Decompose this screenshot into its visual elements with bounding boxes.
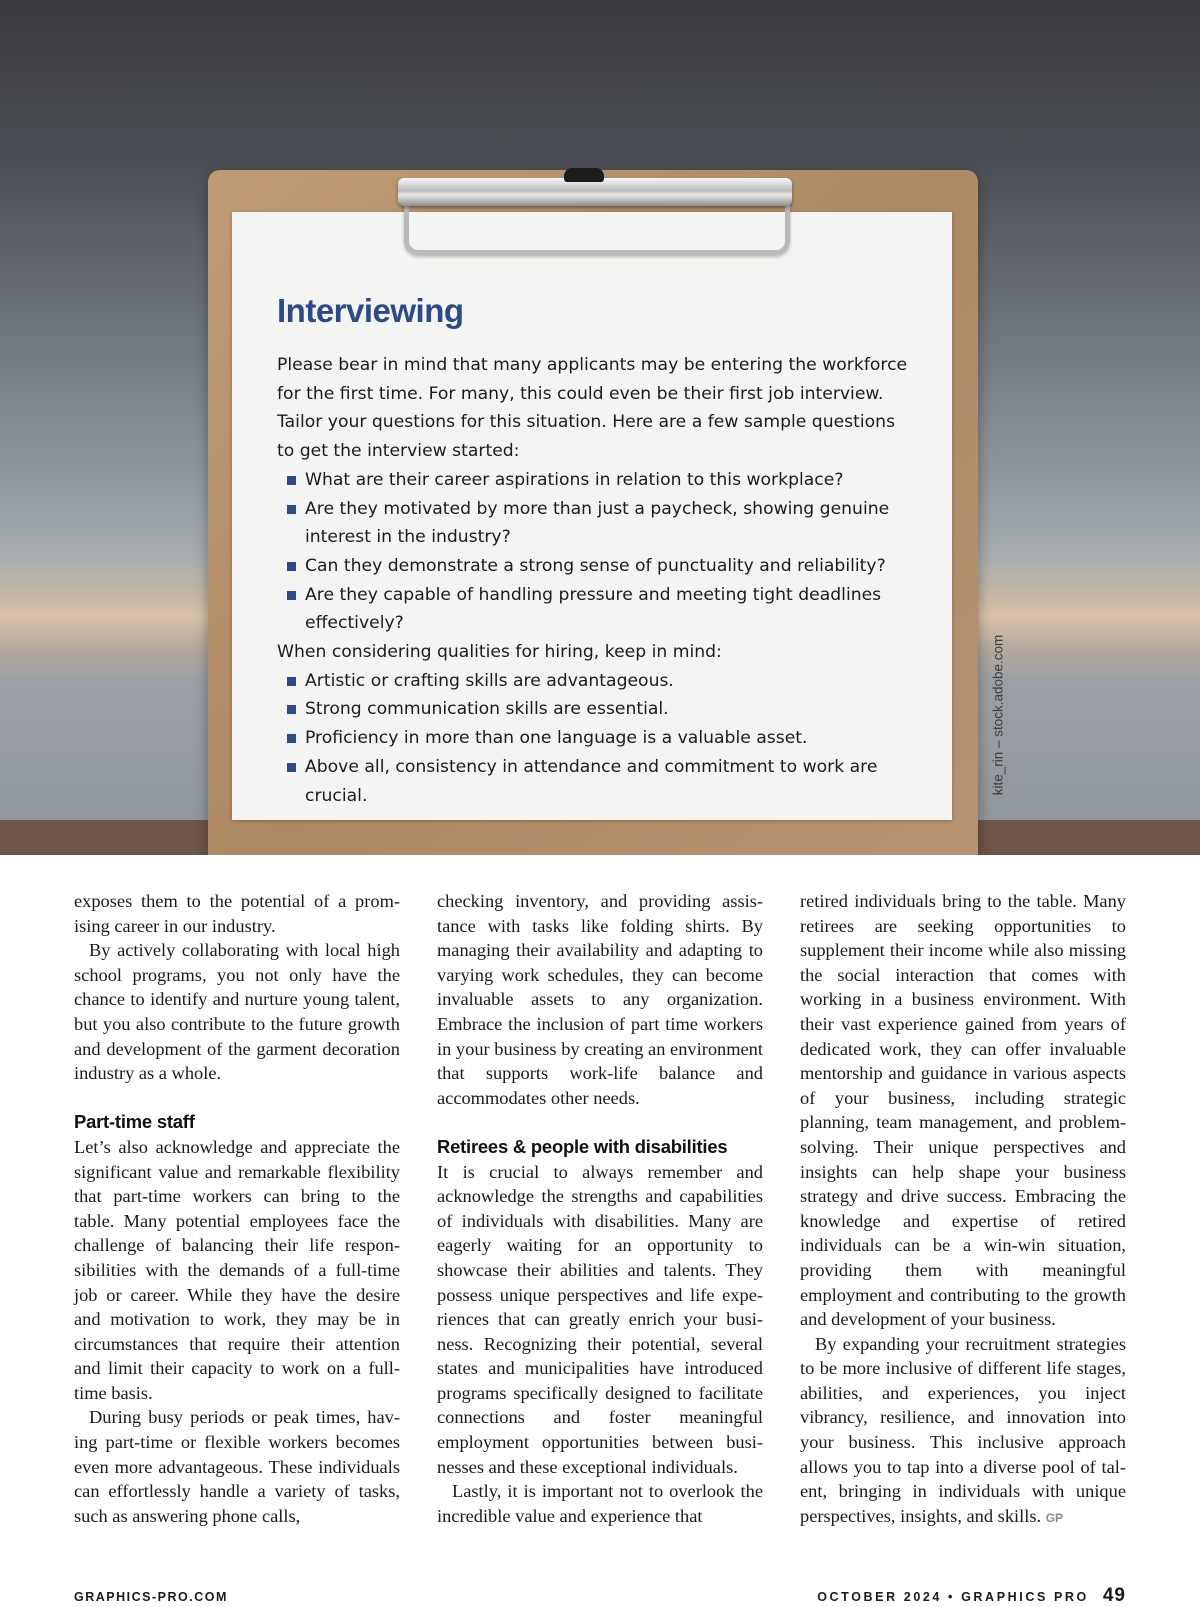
bullet-square-icon: [287, 677, 296, 686]
bullet-square-icon: [287, 763, 296, 772]
paragraph: Let’s also acknowledge and appreciate the significant value and remarkable flexibility that part-time workers can bring to the table. Many potential employees face the challenge of balancing their life responsibilities with the demands of a full-time job or career. While they have the desire and motivation to work, they may be in circumstances that require their attention and limit their capacity to work on a full-time basis.: [74, 1136, 400, 1403]
article-column-1: [74, 889, 400, 1528]
bullet-square-icon: [287, 562, 296, 571]
qualities-list: [277, 667, 917, 811]
photo-credit: kite_rin – stock.adobe.com: [990, 634, 1006, 796]
question-item: Are they motivated by more than just a paycheck, showing genuine interest in the industry?: [277, 495, 917, 552]
paragraph: During busy periods or peak times, having part-time or flexible workers becomes even more advantageous. These individuals can effortlessly handle a variety of tasks, such as answering phone calls,: [74, 1407, 400, 1526]
question-item: Are they capable of handling pressure and meeting tight deadlines effectively?: [277, 581, 917, 638]
quality-item: Proficiency in more than one language is a valuable asset.: [277, 724, 917, 753]
paragraph: checking inventory, and providing assistance with tasks like folding shirts. By managing their availability and adapting to varying work schedules, they can become invaluable assets to any organization. Embrace the inclusion of part time workers in your business by creating an environment that supports work-life balance and accommodates other needs.: [437, 891, 763, 1108]
bullet-square-icon: [287, 505, 296, 514]
page-number: 49: [1102, 1585, 1126, 1606]
question-list: [277, 466, 917, 638]
footer-issue-label: OCTOBER 2024 • GRAPHICS PRO: [817, 1590, 1089, 1604]
clipboard-clip-icon: [398, 168, 792, 260]
footer-issue: [817, 1585, 1126, 1607]
question-item: Can they demonstrate a strong sense of punctuality and reliability?: [277, 552, 917, 581]
paragraph: retired individuals bring to the table. Many retirees are seeking opportunities to supplement their income while also missing the social interaction that comes with working in a business environment. With their vast experience gained from years of dedicated work, they can offer invaluable mentorship and guidance in various aspects of your business, including strategic planning, team management, and problem-solving. Their unique perspectives and insights can help shape your business strategy and drive success. Embracing the knowledge and expertise of retired individuals can be a win-win situation, providing them with meaningful employment and contributing to the growth and development of your business.: [800, 891, 1126, 1330]
article-column-3: [800, 889, 1126, 1530]
card-title: Interviewing: [277, 292, 464, 329]
quality-item: Above all, consistency in attendance and commitment to work are crucial.: [277, 753, 917, 810]
section-heading-retirees: Retirees & people with disabilities: [437, 1135, 728, 1157]
question-item: What are their career aspirations in relation to this workplace?: [277, 466, 917, 495]
qualities-intro: When considering qualities for hiring, keep in mind:: [277, 642, 722, 663]
bullet-square-icon: [287, 734, 296, 743]
bullet-square-icon: [287, 591, 296, 600]
end-mark: GP: [1045, 1510, 1064, 1525]
bullet-square-icon: [287, 705, 296, 714]
paragraph: By expanding your recruitment strategies to be more inclusive of different life stages, abilities, and experiences, you inject vibrancy, resilience, and innovation into your business. This inclusive approach allows you to tap into a diverse pool of talent, bringing in individuals with unique perspectives, insights, and skills. GP: [800, 1333, 1126, 1526]
paragraph: exposes them to the potential of a promising career in our industry.: [74, 891, 400, 936]
section-heading-part-time: Part-time staff: [74, 1111, 195, 1133]
paragraph: By actively collaborating with local high school programs, you not only have the chance to identify and nurture young talent, but you also contribute to the future growth and development of the garment decoration industry as a whole.: [74, 940, 400, 1084]
quality-item: Strong communication skills are essential.: [277, 695, 917, 724]
card-body: [277, 351, 917, 810]
bullet-square-icon: [287, 476, 296, 485]
paragraph: Lastly, it is important not to overlook the incredible value and experience that: [437, 1481, 763, 1526]
paragraph: It is crucial to always remember and acknowledge the strengths and capabilities of individuals with disabilities. Many are eagerly waiting for an opportunity to showcase their abilities and talents. They possess unique perspectives and life experiences that can greatly enrich your business. Recognizing their potential, several states and municipalities have introduced programs specifically designed to facilitate connections and foster meaningful employment opportunities between businesses and these exceptional individuals.: [437, 1161, 763, 1477]
card-intro: Please bear in mind that many applicants may be entering the workforce for the first time. For many, this could even be their first job interview. Tailor your questions for this situation. Here are a few sample questions to get the interview started:: [277, 355, 908, 462]
footer-website: GRAPHICS-PRO.COM: [74, 1590, 228, 1604]
quality-item: Artistic or crafting skills are advantageous.: [277, 667, 917, 696]
article-column-2: [437, 889, 763, 1528]
